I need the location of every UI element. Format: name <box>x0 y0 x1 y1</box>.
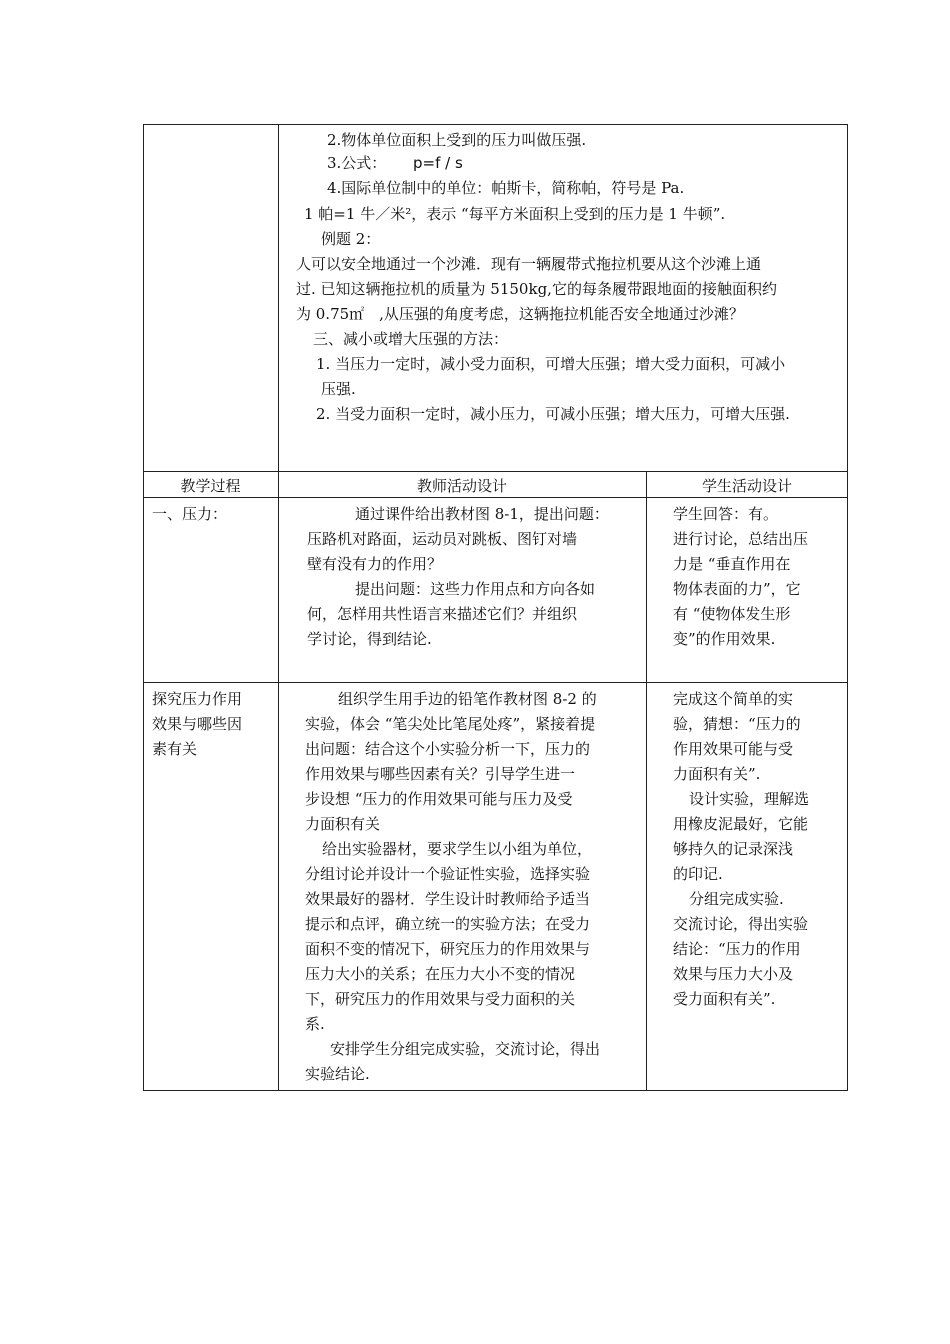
student-line: 验，猜想：“压力的 <box>673 715 801 733</box>
teacher-line: 步设想 “压力的作用效果可能与压力及受 <box>305 790 573 808</box>
definition-line: 2.物体单位面积上受到的压力叫做压强. <box>327 131 587 149</box>
teacher-line: 提出问题：这些力作用点和方向各如 <box>355 580 596 598</box>
method-1-line-1: 1. 当压力一定时，减小受力面积，可增大压强；增大受力面积，可减小 <box>316 355 786 373</box>
student-line: 效果与压力大小及 <box>673 965 794 983</box>
col-divider-1 <box>278 124 279 1091</box>
teacher-line: 给出实验器材，要求学生以小组为单位， <box>322 840 593 858</box>
example-text-3: 为 0.75㎡ ,从压强的角度考虑，这辆拖拉机能否安全地通过沙滩？ <box>296 305 744 323</box>
teacher-line: 何，怎样用共性语言来描述它们？并组织 <box>307 605 578 623</box>
teacher-line: 安排学生分组完成实验，交流讨论，得出 <box>330 1040 601 1058</box>
student-line: 的印记. <box>673 865 723 883</box>
example-title: 例题 2： <box>321 230 381 248</box>
student-line: 力是 “垂直作用在 <box>673 555 791 573</box>
method-2-line: 2. 当受力面积一定时，减小压力，可减小压强；增大压力，可增大压强. <box>316 405 790 423</box>
formula-label: 3.公式： <box>327 154 387 172</box>
example-text-1: 人可以安全地通过一个沙滩．现有一辆履带式拖拉机要从这个沙滩上通 <box>296 255 762 273</box>
student-line: 交流讨论，得出实验 <box>673 915 809 933</box>
teacher-line: 组织学生用手边的铅笔作教材图 8-2 的 <box>338 690 597 708</box>
unit-meaning-line: 1 帕=1 牛／米²，表示 “每平方米面积上受到的压力是 1 牛顿”. <box>304 205 726 223</box>
row-divider-row1-bottom <box>143 682 848 683</box>
process-cell: 探究压力作用 <box>152 690 243 708</box>
process-cell: 素有关 <box>152 740 198 758</box>
teacher-line: 壁有没有力的作用？ <box>307 555 443 573</box>
method-1-line-2: 压强. <box>321 380 356 398</box>
example-text-2: 过. 已知这辆拖拉机的质量为 5150kg,它的每条履带跟地面的接触面积约 <box>296 280 777 298</box>
student-line: 物体表面的力”，它 <box>673 580 801 598</box>
student-line: 分组完成实验. <box>689 890 784 908</box>
teacher-line: 分组讨论并设计一个验证性实验，选择实验 <box>305 865 591 883</box>
teacher-line: 压路机对路面，运动员对跳板、图钉对墙 <box>307 530 578 548</box>
teacher-line: 系. <box>305 1015 325 1033</box>
teacher-line: 提示和点评，确立统一的实验方法；在受力 <box>305 915 591 933</box>
student-line: 结论：“压力的作用 <box>673 940 801 958</box>
student-line: 够持久的记录深浅 <box>673 840 794 858</box>
teacher-line: 实验结论. <box>305 1065 370 1083</box>
student-line: 用橡皮泥最好，它能 <box>673 815 809 833</box>
teacher-line: 下，研究压力的作用效果与受力面积的关 <box>305 990 576 1008</box>
process-cell: 效果与哪些因 <box>152 715 243 733</box>
teacher-line: 出问题：结合这个小实验分析一下，压力的 <box>305 740 591 758</box>
pressure-formula: p=f / s <box>413 154 463 172</box>
row-divider-header-bottom <box>143 497 848 498</box>
teacher-line: 面积不变的情况下，研究压力的作用效果与 <box>305 940 591 958</box>
student-line: 作用效果可能与受 <box>673 740 794 758</box>
teacher-line: 力面积有关 <box>305 815 381 833</box>
col-divider-2 <box>646 471 647 1091</box>
teacher-line: 效果最好的器材．学生设计时教师给予适当 <box>305 890 591 908</box>
header-student: 学生活动设计 <box>701 477 792 495</box>
teacher-line: 实验，体会 “笔尖处比笔尾处疼”，紧接着提 <box>305 715 596 733</box>
student-line: 完成这个简单的实 <box>673 690 794 708</box>
student-line: 变”的作用效果. <box>673 630 776 648</box>
student-line: 学生回答：有。 <box>673 505 779 523</box>
methods-heading: 三、减小或增大压强的方法： <box>313 330 509 348</box>
header-process: 教学过程 <box>180 477 241 495</box>
student-line: 受力面积有关”. <box>673 990 776 1008</box>
teacher-line: 学讨论，得到结论. <box>307 630 432 648</box>
teacher-line: 作用效果与哪些因素有关？引导学生进一 <box>305 765 576 783</box>
process-cell: 一、压力： <box>152 505 228 523</box>
student-line: 力面积有关”. <box>673 765 761 783</box>
teacher-line: 压力大小的关系；在压力大小不变的情况 <box>305 965 576 983</box>
student-line: 设计实验，理解选 <box>689 790 810 808</box>
row-divider-header-top <box>143 471 848 472</box>
teacher-line: 通过课件给出教材图 8-1，提出问题： <box>355 505 609 523</box>
student-line: 进行讨论，总结出压 <box>673 530 809 548</box>
student-line: 有 “使物体发生形 <box>673 605 791 623</box>
unit-line: 4.国际单位制中的单位：帕斯卡，简称帕，符号是 Pa. <box>327 179 685 197</box>
header-teacher: 教师活动设计 <box>416 477 507 495</box>
